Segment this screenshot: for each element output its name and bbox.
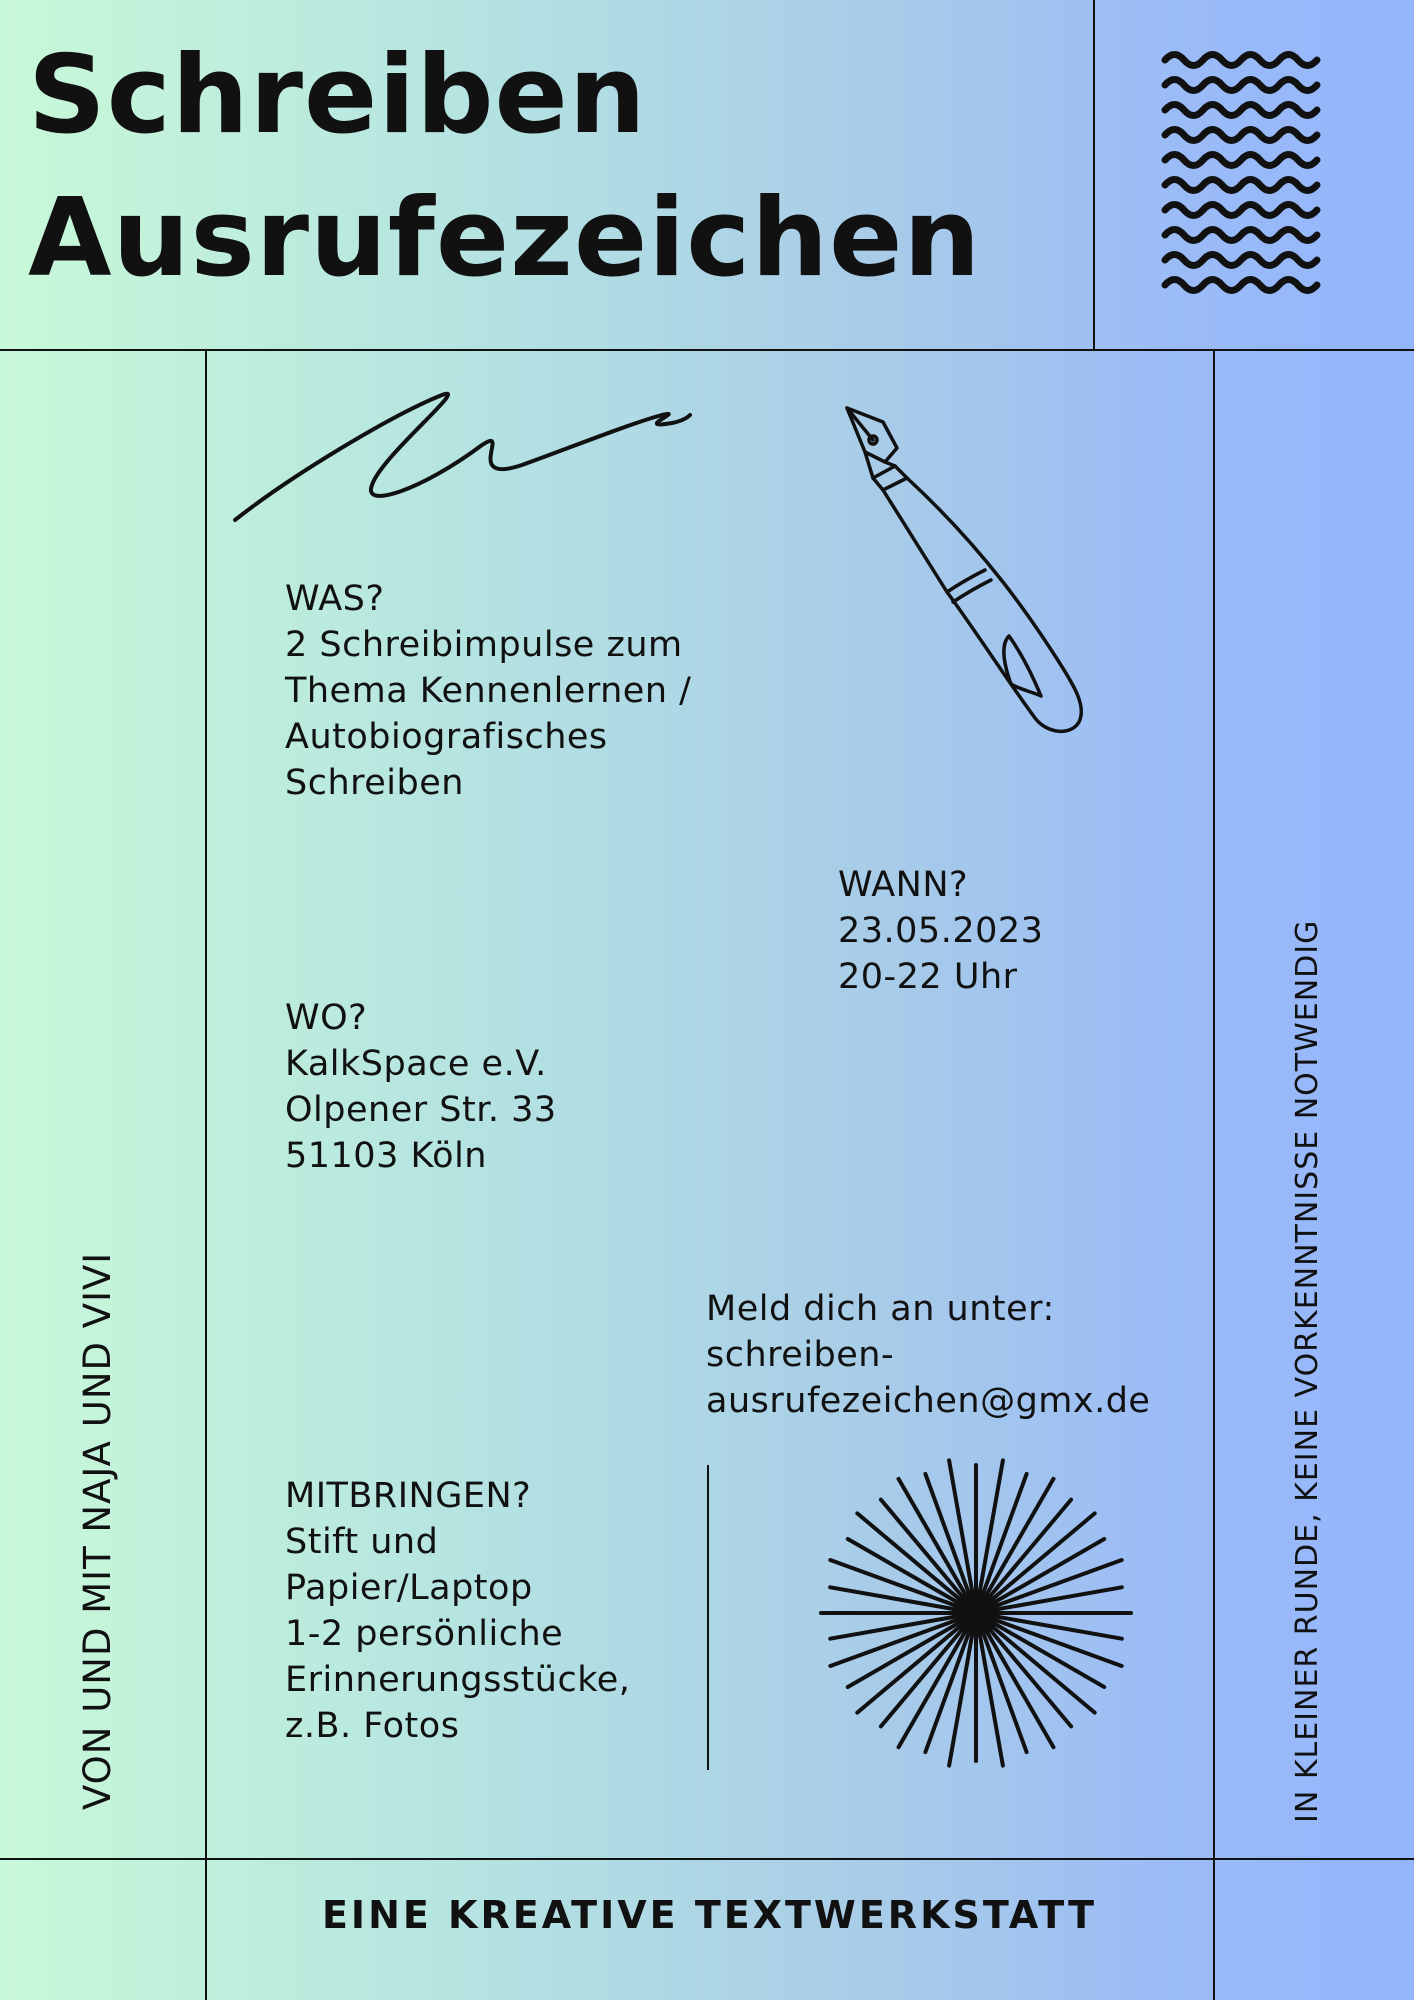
starburst-icon xyxy=(816,1453,1136,1773)
was-body: 2 Schreibimpulse zum Thema Kennenlernen / Autobiografisches Schreiben xyxy=(285,625,692,803)
wann-heading: WANN? xyxy=(838,865,969,905)
signup-email[interactable]: schreiben- ausrufezeichen@gmx.de xyxy=(706,1335,1151,1421)
divider-right-column xyxy=(1213,350,1215,2000)
was-heading: WAS? xyxy=(285,579,385,619)
footer-text: EINE KREATIVE TEXTWERKSTATT xyxy=(321,1893,1098,1937)
page-title-line2: Ausrufezeichen xyxy=(28,176,982,301)
side-text-left: VON UND MIT NAJA UND VIVI xyxy=(76,1251,119,1810)
fountain-pen-icon xyxy=(835,400,1115,760)
wo-heading: WO? xyxy=(285,998,368,1038)
mitbringen-body: Stift und Papier/Laptop 1-2 persönliche Erinnerungsstücke, z.B. Fotos xyxy=(285,1522,631,1746)
divider-left-column xyxy=(205,350,207,2000)
divider-header-vertical xyxy=(1093,0,1095,350)
wann-time: 20-22 Uhr xyxy=(838,957,1018,997)
divider-footer-top xyxy=(0,1858,1414,1860)
divider-mitbringen xyxy=(707,1465,709,1770)
page-title-line1: Schreiben xyxy=(28,33,647,158)
mitbringen-heading: MITBRINGEN? xyxy=(285,1476,532,1516)
scribble-icon xyxy=(232,385,692,525)
wave-pattern-icon xyxy=(1160,45,1320,305)
side-text-right: IN KLEINER RUNDE, KEINE VORKENNTNISSE NOTWENDIG xyxy=(1290,919,1325,1823)
wann-date: 23.05.2023 xyxy=(838,911,1044,951)
divider-header-bottom xyxy=(0,349,1414,351)
signup-intro: Meld dich an unter: xyxy=(706,1289,1055,1329)
wo-address: KalkSpace e.V. Olpener Str. 33 51103 Köln xyxy=(285,1044,557,1176)
